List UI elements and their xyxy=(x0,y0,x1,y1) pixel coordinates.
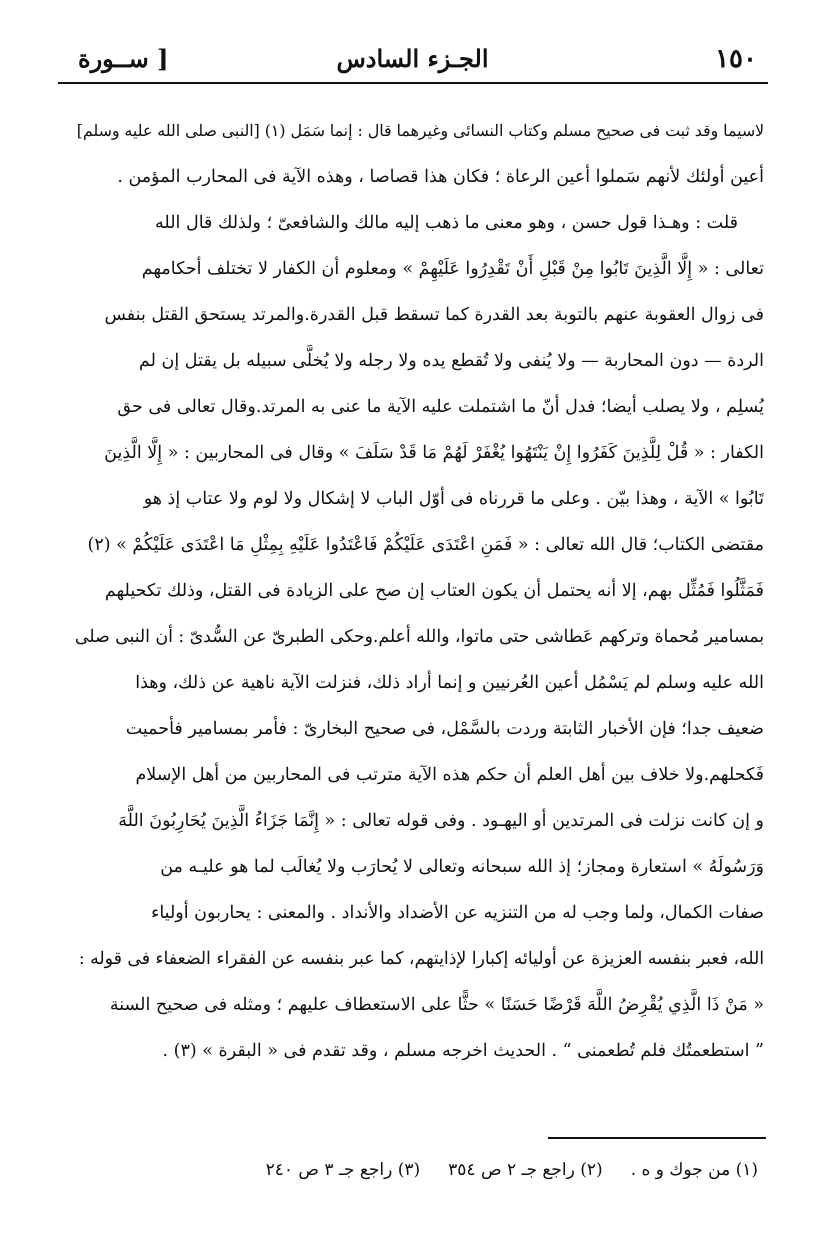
text-line: تعالى : « إِلَّا الَّذِينَ تَابُوا مِنْ قَبْلِ أَنْ تَقْدِرُوا عَلَيْهِمْ » ومعلوم أن الكفار لا تختلف أحكامهم xyxy=(141,259,764,279)
text-line: فى زوال العقوبة عنهم بالتوبة بعد القدرة كما تسقط قبل القدرة.والمرتد يستحق القتل بنفس xyxy=(104,305,764,325)
header-divider xyxy=(58,82,768,84)
text-line: أعين أولئك لأنهم سَملوا أعين الرعاة ؛ فكان هذا قصاصا ، وهذه الآية فى المحارب المؤمن . xyxy=(117,167,764,187)
text-line: تَابُوا » الآية ، وهذا بيّن . وعلى ما قررناه فى أوّل الباب لا إشكال ولا لوم ولا عتاب إذ هو xyxy=(143,489,764,509)
text-line: ضعيف جدا؛ فإن الأخبار الثابتة وردت بالسَّمْل، فى صحيح البخارىّ : فأمر بمسامير فأحميت xyxy=(125,719,764,739)
text-line: قلت : وهـذا قول حسن ، وهو معنى ما ذهب إليه مالك والشافعىّ ؛ ولذلك قال الله xyxy=(155,213,738,233)
text-line: بمسامير مُحماة وتركهم عَطاشى حتى ماتوا، والله أعلم.وحكى الطبرىّ عن السُّدىّ : أن النبى صلى xyxy=(74,627,764,647)
main-text xyxy=(72,108,764,1074)
text-line: فَمَثَّلُوا فَمُثِّل بهم، إلا أنه يحتمل أن يكون العتاب إن صح على الزيادة فى القتل، وذلك تكحيلهم xyxy=(104,581,764,601)
text-line: صفات الكمال، ولما وجب له من التنزيه عن الأضداد والأنداد . والمعنى : يحاربون أولياء xyxy=(151,903,764,923)
page-header xyxy=(60,38,765,78)
footnote-3: (٣) راجع جـ ٣ ص ٢٤٠ xyxy=(265,1160,421,1180)
surah-label: [ ســورة xyxy=(78,44,169,73)
text-line: « مَنْ ذَا الَّذِي يُقْرِضُ اللَّهَ قَرْضًا حَسَنًا » حثًّا على الاستعطاف عليهم ؛ ومثله فى صحيح السنة xyxy=(109,995,764,1015)
text-line: الردة — دون المحاربة — ولا يُنفى ولا تُقطع يده ولا رجله ولا يُخلَّى سبيله بل يقتل إن لم xyxy=(138,351,764,371)
text-line: و إن كانت نزلت فى المرتدين أو اليهـود . وفى قوله تعالى : « إِنَّمَا جَزَاءُ الَّذِينَ يُحَارِبُونَ اللَّهَ xyxy=(118,811,764,831)
text-line: الله، فعبر بنفسه العزيزة عن أوليائه إكبارا لإذايتهم، كما عبر بنفسه عن الفقراء الضعفاء فى قوله : xyxy=(78,949,764,969)
page-number: ١٥٠ xyxy=(715,44,757,74)
footnotes xyxy=(150,1160,758,1180)
text-line: يُسلِم ، ولا يصلب أيضا؛ فدل أنّ ما اشتملت عليه الآية ما عنى به المرتد.وقال تعالى فى حق xyxy=(117,397,764,417)
text-line: ” استطعمتُك فلم تُطعمنى “ . الحديث اخرجه مسلم ، وقد تقدم فى « البقرة » (٣) . xyxy=(162,1041,764,1061)
footnote-2: (٢) راجع جـ ٢ ص ٣٥٤ xyxy=(448,1160,603,1180)
text-line: مقتضى الكتاب؛ قال الله تعالى : « فَمَنِ اعْتَدَى عَلَيْكُمْ فَاعْتَدُوا عَلَيْهِ بِمِثْلِ مَا اعْتَدَى عَلَيْكُمْ » (٢) xyxy=(87,535,764,555)
footnote-divider xyxy=(548,1137,766,1139)
text-line: فَكحلهم.ولا خلاف بين أهل العلم أن حكم هذه الآية مترتب فى المحاربين من أهل الإسلام xyxy=(135,765,764,785)
text-line: الله عليه وسلم لم يَسْمُل أعين العُرنيين و إنما أراد ذلك، فنزلت الآية ناهية عن ذلك، وهذا xyxy=(135,673,764,693)
footnote-1: (١) من جوك و ه . xyxy=(630,1160,758,1180)
text-line: وَرَسُولَهُ » استعارة ومجاز؛ إذ الله سبحانه وتعالى لا يُحارَب ولا يُغالَب لما هو عليـه من xyxy=(160,857,764,877)
running-title: الجـزء السادس xyxy=(336,44,489,73)
text-line: الكفار : « قُلْ لِلَّذِينَ كَفَرُوا إِنْ يَنْتَهُوا يُغْفَرْ لَهُمْ مَا قَدْ سَلَفَ » وقال فى المحاربين : « إِلَّا الَّذِينَ xyxy=(104,443,764,463)
text-line: لاسيما وقد ثبت فى صحيح مسلم وكتاب النسائى وغيرهما قال : إنما سَمَل (١) [النبى صلى الله عليه وسلم] xyxy=(76,121,764,140)
